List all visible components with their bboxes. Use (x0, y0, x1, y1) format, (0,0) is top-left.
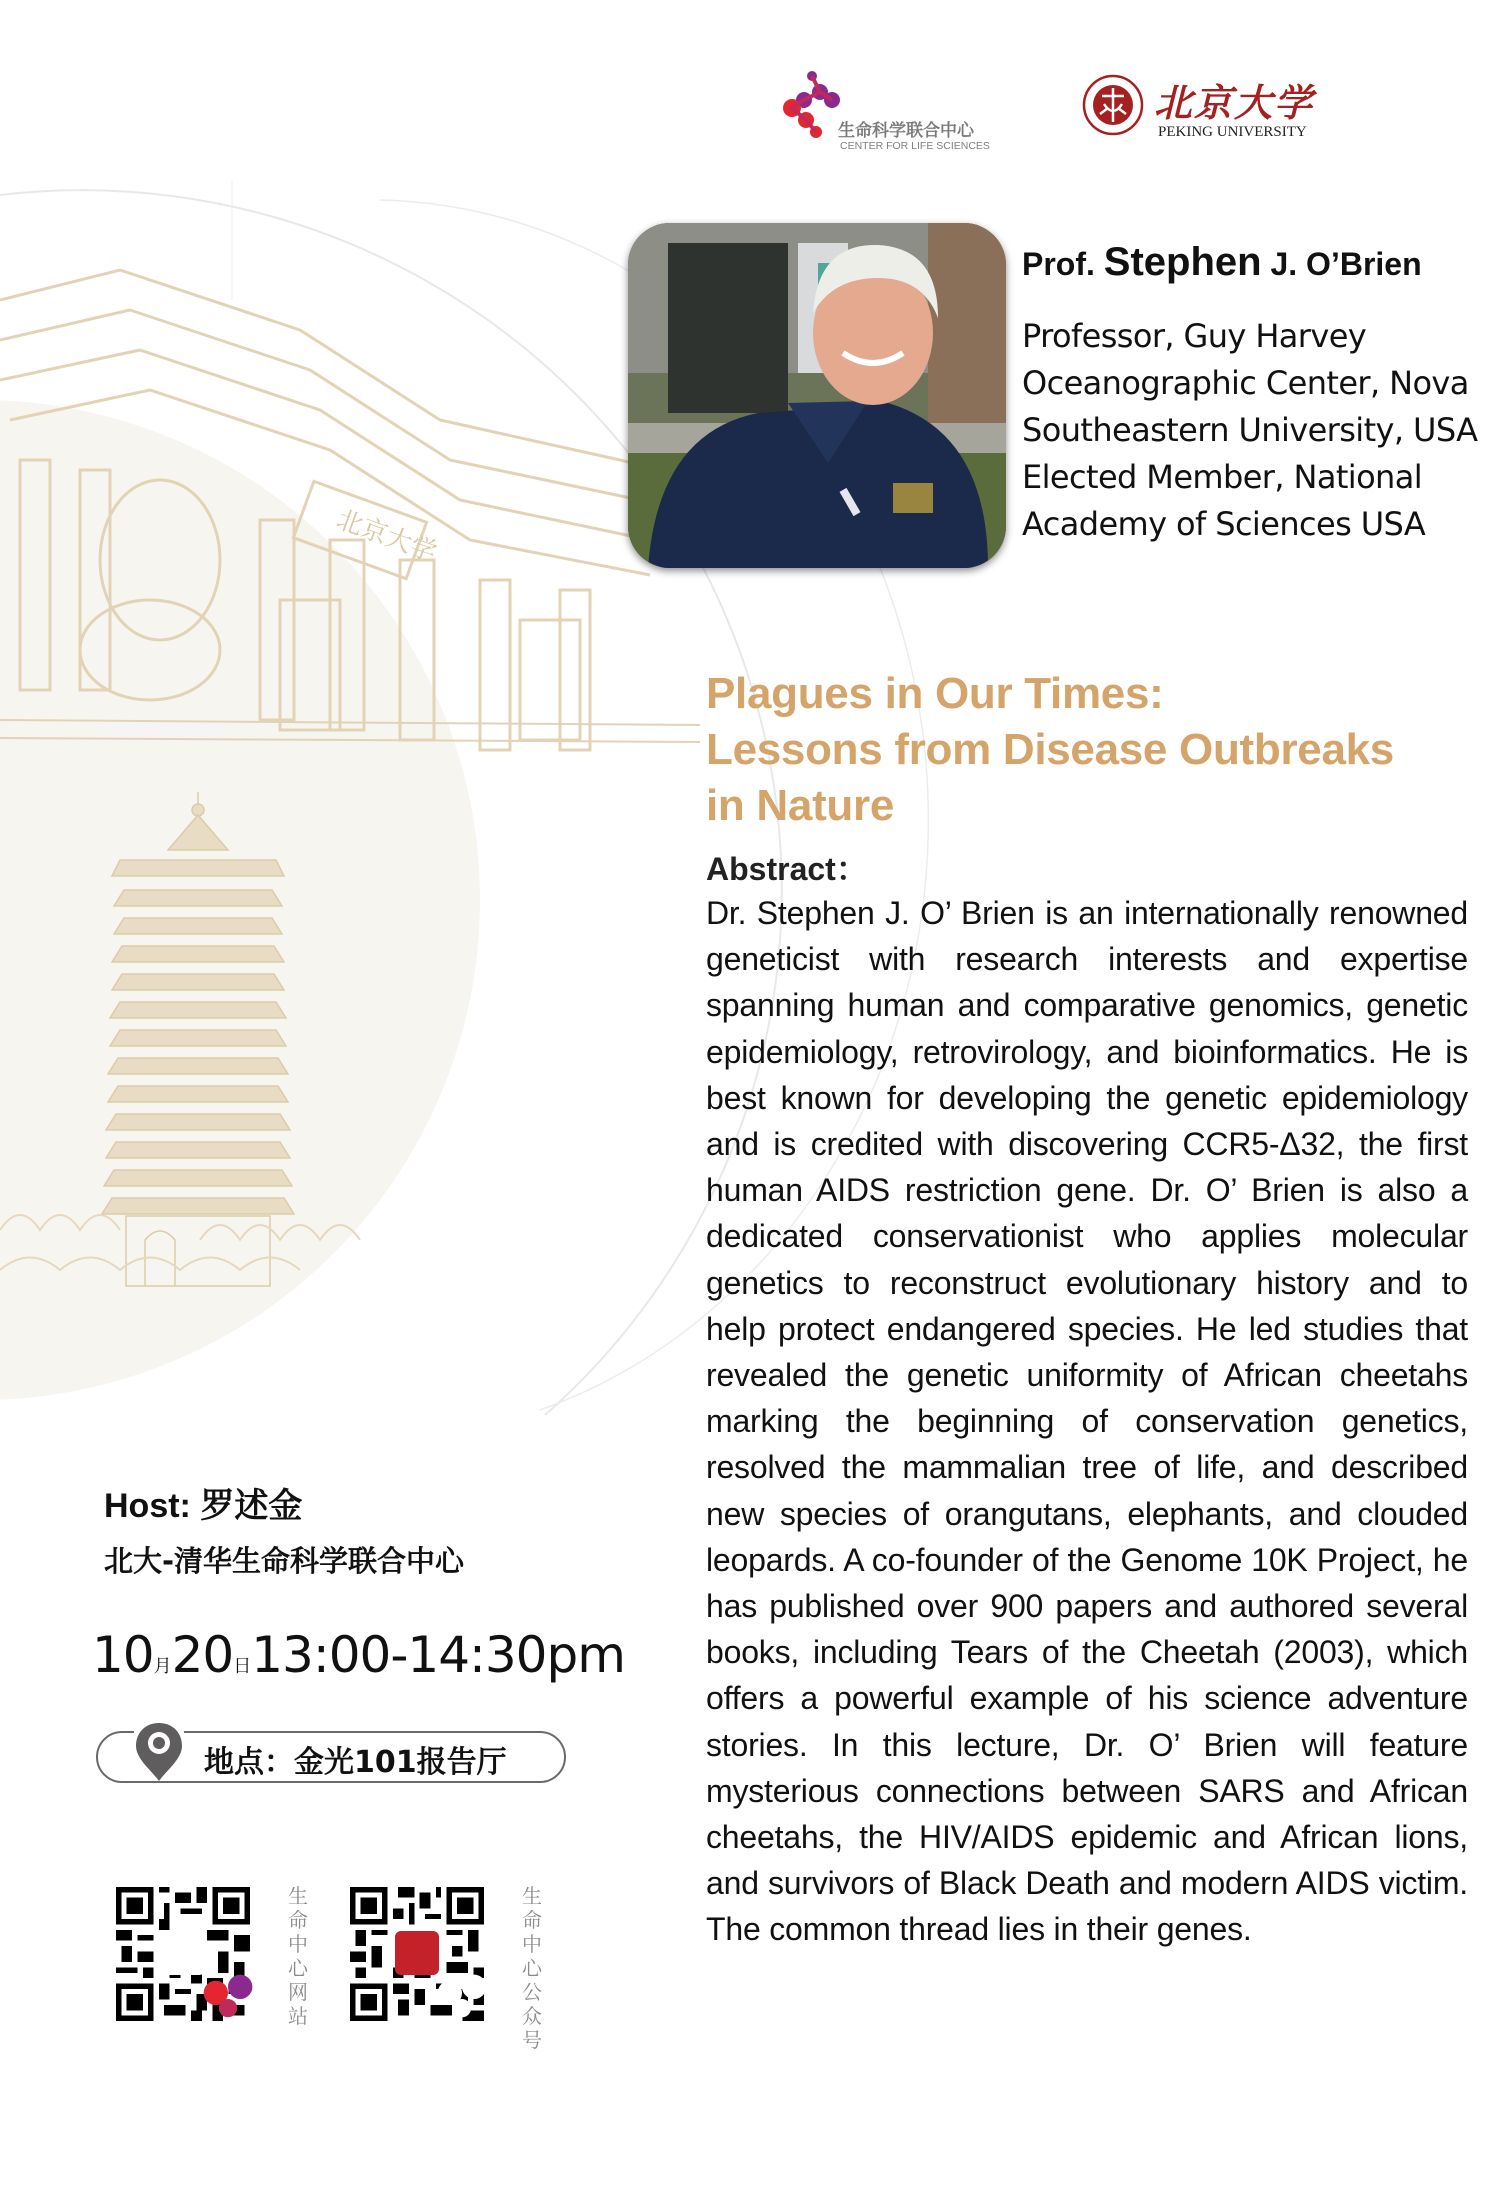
center-for-life-sciences-logo (780, 68, 1010, 158)
talk-title-line: Lessons from Disease Outbreaks (706, 725, 1394, 774)
venue-badge (96, 1731, 566, 1783)
molecule-logo-icon (395, 1931, 529, 2067)
speaker-first-name: Stephen (1103, 240, 1262, 284)
speaker-prefix: Prof. (1022, 246, 1095, 282)
venue-text: 地点：金光101报告厅 (204, 1745, 507, 1780)
molecule-logo-icon (782, 70, 844, 140)
affiliation-line: Oceanographic Center, Nova (1022, 364, 1469, 402)
event-month: 10 (92, 1626, 154, 1684)
qr-code-website[interactable] (116, 1886, 250, 2022)
event-day: 20 (171, 1626, 234, 1684)
abstract-text: Dr. Stephen J. O’ Brien is an internationally renowned geneticist with research interests and expertise spanning human and comparative genomics, genetic epidemiology, retrovirology, and bioinformatics. He is best known for developing the genetic epidemiology and is credited with discovering CCR5-Δ32, the first human AIDS restriction gene. Dr. O’ Brien is also a dedicated conservationist who applies molecular genetics to reconstruct evolutionary history and to help protect endangered species. He led studies that revealed the genetic uniformity of African cheetahs marking the beginning of conservation genetics, resolved the mammalian tree of life, and described new species of orangutans, elephants, and clouded leopards. A co-founder of the Genome 10K Project, he has published over 900 papers and authored several books, including Tears of the Cheetah (2003), which offers a powerful example of his science adventure stories. In this lecture, Dr. O’ Brien will feature mysterious connections between SARS and African cheetahs, the HIV/AIDS epidemic and African lions, and survivors of Black Death and modern AIDS victim. The common thread lies in their genes. (706, 895, 1468, 1948)
header-logos (780, 68, 1340, 158)
peking-university-logo (1082, 68, 1342, 158)
host-organization: 北大-清华生命科学联合中心 (104, 1544, 465, 1578)
qr-website (116, 1884, 308, 2028)
location-pin-icon (134, 1721, 184, 1783)
pku-name-cn: 北京大学 (1154, 80, 1315, 125)
event-datetime (92, 1626, 625, 1684)
speaker-affiliation (1022, 313, 1502, 548)
affiliation-line: Elected Member, National (1022, 458, 1423, 496)
center-name-en: CENTER FOR LIFE SCIENCES (840, 140, 990, 152)
speaker-last-name: J. O’Brien (1270, 246, 1422, 282)
molecule-logo-icon (161, 1931, 295, 2067)
qr-center-logo (395, 1931, 439, 1975)
qr-center-logo (161, 1931, 205, 1975)
talk-title-line: Plagues in Our Times: (706, 669, 1164, 718)
qr-code-wechat[interactable] (350, 1886, 484, 2022)
qr-caption-website: 生命中心网站 (288, 1884, 308, 2028)
host-info (104, 1478, 464, 1580)
talk-title (706, 666, 1486, 834)
speaker-portrait-image (628, 223, 1006, 568)
pku-name-en: PEKING UNIVERSITY (1158, 124, 1307, 140)
affiliation-line: Professor, Guy Harvey (1022, 317, 1367, 355)
svg-text:北京大学: 北京大学 (332, 504, 441, 569)
abstract-label: Abstract： (706, 851, 868, 887)
talk-title-line: in Nature (706, 781, 894, 830)
qr-caption-wechat: 生命中心公众号 (522, 1884, 542, 2052)
event-time-range: 13:00-14:30pm (251, 1626, 625, 1684)
center-name-cn: 生命科学联合中心 (838, 121, 974, 141)
pku-seal-icon (1082, 74, 1144, 136)
speaker-name (1022, 240, 1502, 285)
abstract-section (706, 848, 1468, 1953)
affiliation-line: Academy of Sciences USA (1022, 505, 1426, 543)
qr-wechat (350, 1884, 542, 2052)
speaker-photo (628, 223, 1006, 568)
speaker-info (1022, 240, 1502, 548)
affiliation-line: Southeastern University, USA (1022, 411, 1478, 449)
day-unit: 日 (233, 1656, 252, 1677)
month-unit: 月 (153, 1656, 172, 1677)
pagoda-drawing (102, 792, 294, 1286)
host-name: Host: 罗述金 (104, 1487, 303, 1525)
